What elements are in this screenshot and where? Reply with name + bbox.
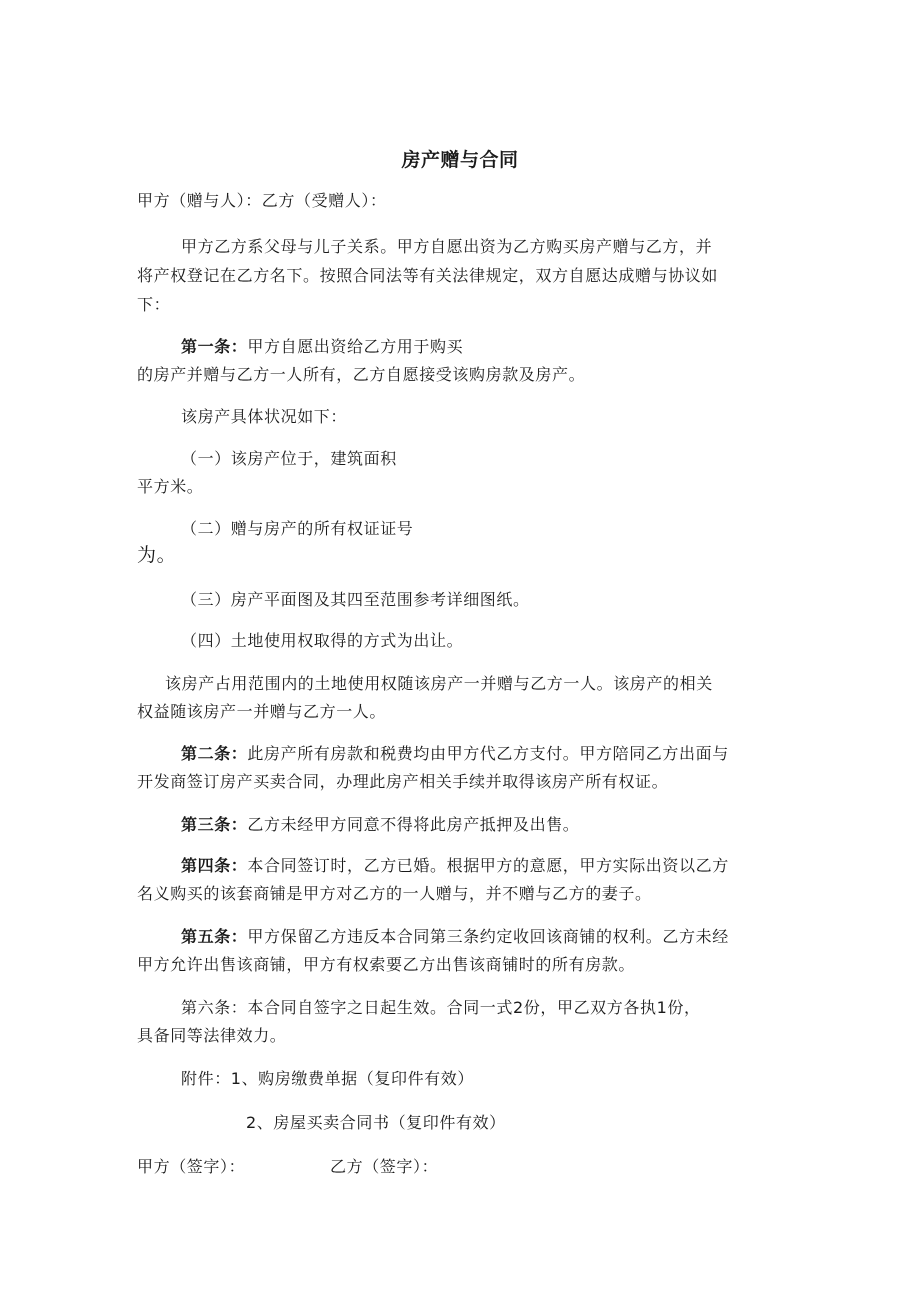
article-6-line-2: 具备同等法律效力。 <box>137 1026 287 1045</box>
article-5-label: 第五条： <box>181 927 248 946</box>
item-4: （四）土地使用权取得的方式为出让。 <box>181 631 464 650</box>
document-title: 房产赠与合同 <box>401 149 519 171</box>
article-3-text: 乙方未经甲方同意不得将此房产抵押及出售。 <box>247 815 580 834</box>
article-1-label: 第一条： <box>181 337 248 356</box>
article-2-text: 此房产所有房款和税费均由甲方代乙方支付。甲方陪同乙方出面与 <box>247 744 729 763</box>
article-4-line-2: 名义购买的该套商铺是甲方对乙方的一人赠与，并不赠与乙方的妻子。 <box>137 884 652 903</box>
article-1-text: 甲方自愿出资给乙方用于购买 <box>247 337 464 356</box>
article-1-line-1 <box>181 336 841 358</box>
article-1-line-2: 的房产并赠与乙方一人所有，乙方自愿接受该购房款及房产。 <box>137 365 586 384</box>
item-2-line-2: 为。 <box>137 544 177 566</box>
item-3: （三）房产平面图及其四至范围参考详细图纸。 <box>181 590 530 609</box>
signature-party-b: 乙方（签字）： <box>330 1157 439 1176</box>
attachment-1: 附件：1、购房缴费单据（复印件有效） <box>181 1069 474 1088</box>
item-1-line-2: 平方米。 <box>137 477 204 496</box>
article-3-line <box>181 814 841 836</box>
article-5-text: 甲方保留乙方违反本合同第三条约定收回该商铺的权利。乙方未经 <box>247 927 729 946</box>
article-4-label: 第四条： <box>181 856 248 875</box>
attachment-2: 2、房屋买卖合同书（复印件有效） <box>246 1113 506 1132</box>
article-4-line-1 <box>181 855 841 877</box>
article-6-line-1: 第六条：本合同自签字之日起生效。合同一式2份，甲乙双方各执1份， <box>181 998 701 1017</box>
article-2-label: 第二条： <box>181 744 248 763</box>
article-5-line-1 <box>181 926 841 948</box>
signature-party-a: 甲方（签字）： <box>137 1157 246 1176</box>
article-4-text: 本合同签订时，乙方已婚。根据甲方的意愿，甲方实际出资以乙方 <box>247 856 729 875</box>
article-2-line-2: 开发商签订房产买卖合同，办理此房产相关手续并取得该房产所有权证。 <box>137 772 669 791</box>
intro-line-3: 下： <box>137 295 171 314</box>
intro-line-1: 甲方乙方系父母与儿子关系。甲方自愿出资为乙方购买房产赠与乙方，并 <box>181 237 713 256</box>
parties-line: 甲方（赠与人）：乙方（受赠人）： <box>137 191 387 210</box>
article-3-label: 第三条： <box>181 815 248 834</box>
item-2-line-1: （二）赠与房产的所有权证证号 <box>181 519 414 538</box>
land-line-1: 该房产占用范围内的土地使用权随该房产一并赠与乙方一人。该房产的相关 <box>165 674 713 693</box>
intro-line-2: 将产权登记在乙方名下。按照合同法等有关法律规定，双方自愿达成赠与协议如 <box>137 266 719 285</box>
item-1-line-1: （一）该房产位于，建筑面积 <box>181 449 397 468</box>
article-5-line-2: 甲方允许出售该商铺，甲方有权索要乙方出售该商铺时的所有房款。 <box>137 955 636 974</box>
details-heading: 该房产具体状况如下： <box>181 407 348 426</box>
article-2-line-1 <box>181 743 841 765</box>
land-line-2: 权益随该房产一并赠与乙方一人。 <box>137 702 387 721</box>
